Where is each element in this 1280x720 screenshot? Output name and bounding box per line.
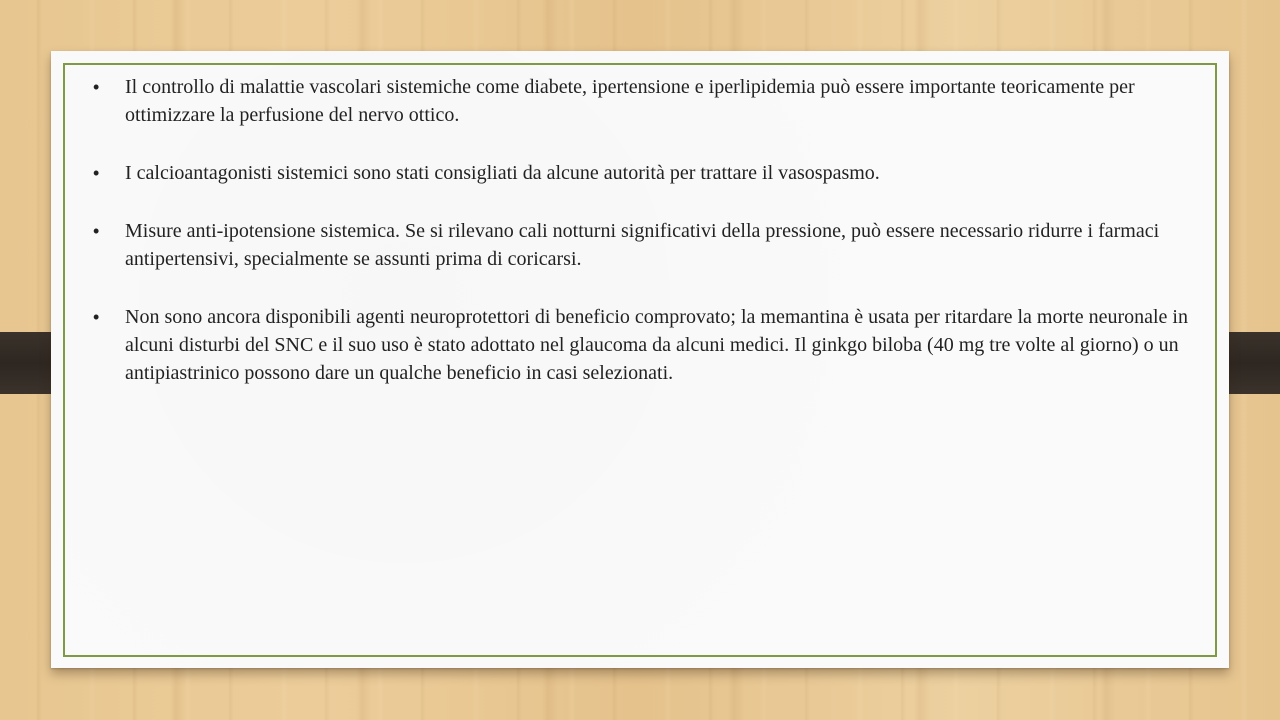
slide-paper	[51, 51, 1229, 668]
bullet-text: Non sono ancora disponibili agenti neuroprotettori di beneficio comprovato; la memantina è usata per ritardare la morte neuronale in alcuni disturbi del SNC e il suo uso è stato adottato nel glaucoma da alcuni medici. Il ginkgo biloba (40 mg tre volte al giorno) o un antipiastrinico possono dare un qualche beneficio in casi selezionati.	[125, 306, 1188, 384]
bullet-item-neuroprotectors	[89, 303, 1189, 387]
bullet-item-anti-hypotension	[89, 217, 1189, 273]
bullet-marker: •	[93, 221, 100, 241]
bullet-item-calcium-antagonists	[89, 159, 1189, 187]
bullet-marker: •	[93, 163, 100, 183]
bullet-text: I calcioantagonisti sistemici sono stati consigliati da alcune autorità per trattare il vasospasmo.	[125, 162, 880, 184]
bullet-marker: •	[93, 77, 100, 97]
bullet-item-systemic-vascular	[89, 73, 1189, 129]
bullet-text: Il controllo di malattie vascolari sistemiche come diabete, ipertensione e iperlipidemia può essere importante teoricamente per ottimizzare la perfusione del nervo ottico.	[125, 76, 1135, 126]
bullet-list	[89, 73, 1189, 417]
bullet-marker: •	[93, 307, 100, 327]
bullet-text: Misure anti-ipotensione sistemica. Se si rilevano cali notturni significativi della pressione, può essere necessario ridurre i farmaci antipertensivi, specialmente se assunti prima di coricarsi.	[125, 220, 1160, 270]
